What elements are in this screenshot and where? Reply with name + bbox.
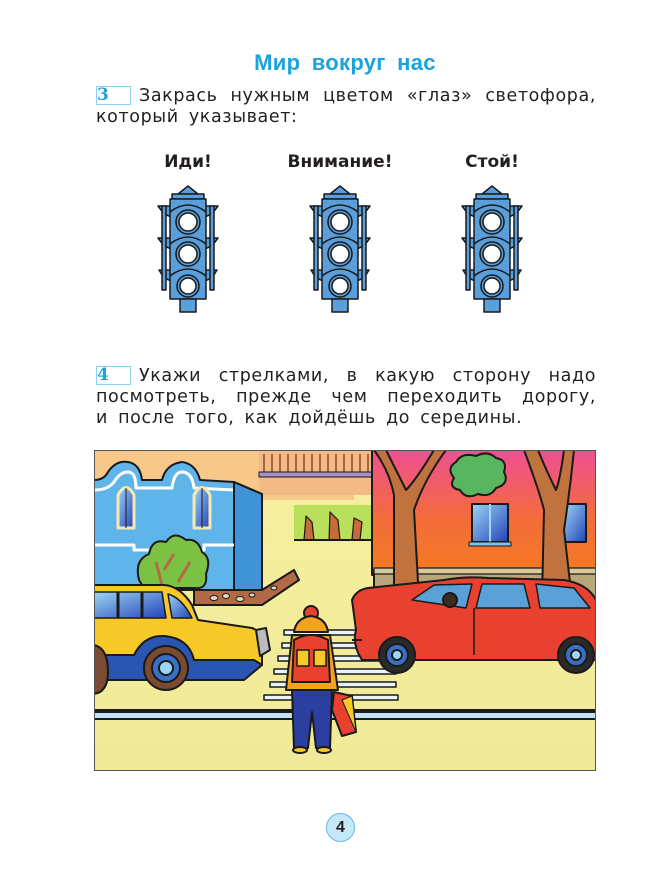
traffic-light-icon[interactable] xyxy=(156,184,220,314)
task-text-line: посмотреть, прежде чем переходить дорогу, xyxy=(96,387,596,407)
traffic-light-stop xyxy=(437,152,547,314)
task-4 xyxy=(96,366,596,429)
page-number: 4 xyxy=(326,813,355,842)
task-text-line: который указывает: xyxy=(96,107,298,127)
task-3 xyxy=(96,86,596,128)
task-number-badge: 4 xyxy=(96,366,131,385)
task-text-line: Укажи стрелками, в какую сторону надо xyxy=(139,366,596,386)
traffic-light-label: Иди! xyxy=(164,152,212,172)
traffic-light-label: Стой! xyxy=(465,152,519,172)
traffic-light-label: Внимание! xyxy=(287,152,393,172)
street-crossing-illustration[interactable] xyxy=(94,450,596,771)
traffic-light-icon[interactable] xyxy=(460,184,524,314)
task-text-line: и после того, как дойдёшь до середины. xyxy=(96,408,523,428)
task-text-line: Закрась нужным цветом «глаз» светофора, xyxy=(139,86,596,106)
task-number-badge: 3 xyxy=(96,86,131,105)
traffic-light-icon[interactable] xyxy=(308,184,372,314)
traffic-light-go xyxy=(133,152,243,314)
page-title: Мир вокруг нас xyxy=(254,50,436,75)
traffic-light-attention xyxy=(285,152,395,314)
